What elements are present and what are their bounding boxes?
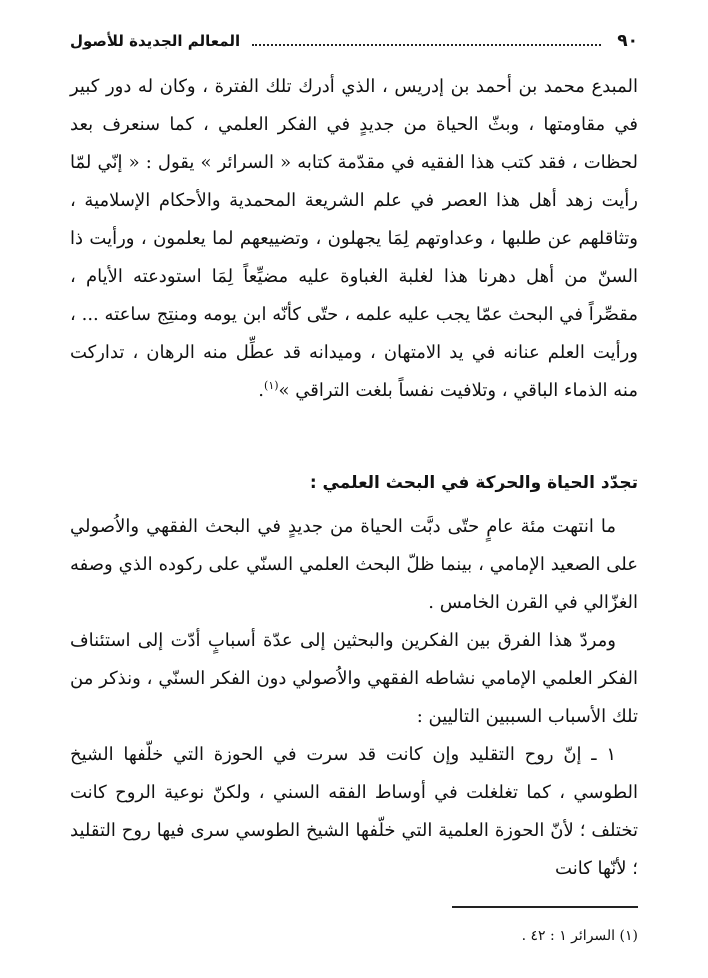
paragraph-quote: [70, 68, 638, 410]
paragraph-2: ما انتهت مئة عامٍ حتّى دبَّت الحياة من جديدٍ في البحث الفقهي والاُصولي على الصعيد الإمامي ، بينما ظلّ البحث العلمي السنّي على ركوده الذي وصفه الغزّالي في القرن الخامس .: [70, 516, 638, 613]
footnote-separator: [452, 906, 638, 908]
running-title: المعالم الجديدة للأصول: [70, 32, 241, 50]
paragraph-4: ١ ـ إنّ روح التقليد وإن كانت قد سرت في الحوزة التي خلّفها الشيخ الطوسي ، كما تغلغلت في أوساط الفقه السني ، ولكنّ نوعية الروح كانت تختلف ؛ لأنّ الحوزة العلمية التي خلّفها الشيخ الطوسي سرى فيها روح التقليد ؛ لأنّها كانت: [70, 744, 638, 879]
header-dotted-leader: [252, 44, 601, 46]
footnote: [70, 928, 638, 944]
page-number: ٩٠: [617, 31, 638, 51]
section-heading: تجدّد الحياة والحركة في البحث العلمي :: [309, 473, 638, 493]
footnote-marker: (١): [619, 928, 638, 944]
paragraph-3: ومردّ هذا الفرق بين الفكرين والبحثين إلى عدّة أسبابٍ أدّت إلى استئناف الفكر العلمي الإمامي نشاطه الفقهي والاُصولي دون الفكر السنّي ، ونذكر من تلك الأسباب السببين التاليين :: [70, 630, 638, 727]
paragraph-1-end: .: [258, 380, 265, 401]
footnote-reference[interactable]: (١): [264, 379, 279, 392]
paragraph-1-text: المبدع محمد بن أحمد بن إدريس ، الذي أدرك تلك الفترة ، وكان له دور كبير في مقاومتها ، وبثّ الحياة من جديدٍ في الفكر العلمي ، كما سنعرف بعد لحظات ، فقد كتب هذا الفقيه في مقدّمة كتابه « السرائر » يقول : « إنّي لمّا رأيت زهد أهل هذا العصر في علم الشريعة المحمدية والأحكام الإسلامية ، وتثاقلهم عن طلبها ، وعداوتهم لِمَا يجهلون ، وتضييعهم لما يعلمون ، ورأيت ذا السنّ من أهل دهرنا هذا لغلبة الغباوة عليه مضيِّعاً لِمَا استودعته الأيام ، مقصِّراً في البحث عمّا يجب عليه علمه ، حتّى كأنّه ابن يومه ومنتِج ساعته ... ، ورأيت العلم عنانه في يد الامتهان ، وميدانه قد عطِّل منه الرهان ، تداركت منه الذماء الباقي ، وتلافيت نفساً بلغت التراقي »: [70, 76, 638, 401]
body-text: [70, 68, 638, 888]
footnote-text: السرائر ١ : ٤٢ .: [521, 928, 616, 944]
page-header: [70, 26, 638, 56]
